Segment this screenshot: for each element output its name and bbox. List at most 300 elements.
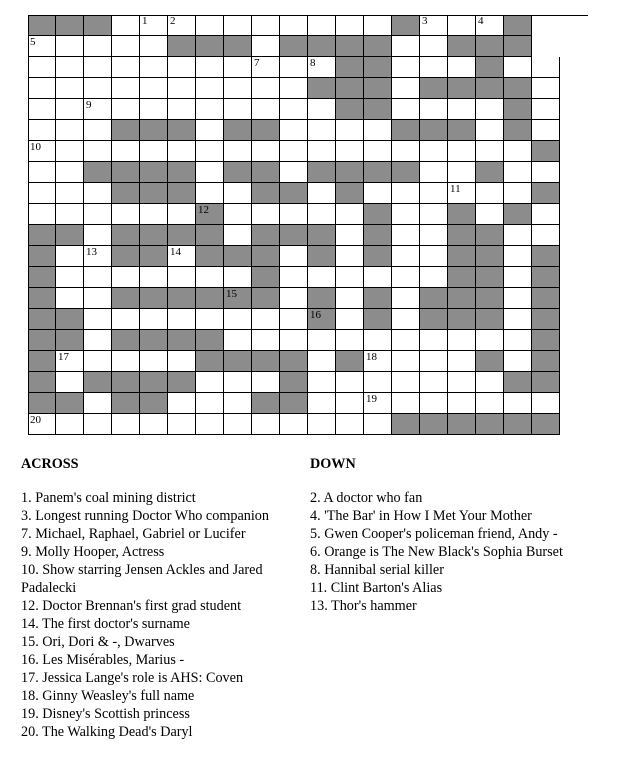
answer-square[interactable] bbox=[420, 372, 448, 393]
black-square bbox=[280, 351, 308, 372]
answer-square[interactable] bbox=[56, 120, 84, 141]
answer-square[interactable] bbox=[504, 351, 532, 372]
black-square bbox=[140, 393, 168, 414]
answer-square[interactable] bbox=[336, 246, 364, 267]
answer-square[interactable] bbox=[280, 99, 308, 120]
answer-square[interactable] bbox=[280, 309, 308, 330]
down-heading: DOWN bbox=[310, 456, 356, 472]
answer-square[interactable] bbox=[28, 141, 56, 162]
answer-square[interactable] bbox=[308, 204, 336, 225]
black-square bbox=[168, 36, 196, 57]
answer-square[interactable] bbox=[252, 309, 280, 330]
answer-square[interactable] bbox=[84, 225, 112, 246]
answer-square[interactable] bbox=[252, 99, 280, 120]
answer-square[interactable] bbox=[336, 15, 364, 36]
black-square bbox=[504, 120, 532, 141]
answer-square[interactable] bbox=[532, 162, 560, 183]
answer-square[interactable] bbox=[364, 267, 392, 288]
answer-square[interactable] bbox=[84, 57, 112, 78]
answer-square[interactable] bbox=[140, 99, 168, 120]
answer-square[interactable] bbox=[56, 246, 84, 267]
answer-square[interactable] bbox=[196, 120, 224, 141]
answer-square[interactable] bbox=[140, 15, 168, 36]
answer-square[interactable] bbox=[168, 351, 196, 372]
answer-square[interactable] bbox=[280, 204, 308, 225]
answer-square[interactable] bbox=[196, 183, 224, 204]
answer-square[interactable] bbox=[364, 351, 392, 372]
answer-square[interactable] bbox=[476, 15, 504, 36]
answer-square[interactable] bbox=[504, 288, 532, 309]
black-square bbox=[504, 36, 532, 57]
answer-square[interactable] bbox=[112, 309, 140, 330]
answer-square[interactable] bbox=[420, 183, 448, 204]
answer-square[interactable] bbox=[308, 141, 336, 162]
answer-square[interactable] bbox=[420, 162, 448, 183]
answer-square[interactable] bbox=[84, 99, 112, 120]
answer-square[interactable] bbox=[448, 162, 476, 183]
answer-square[interactable] bbox=[420, 267, 448, 288]
answer-square[interactable] bbox=[336, 393, 364, 414]
answer-square[interactable] bbox=[420, 393, 448, 414]
black-square bbox=[364, 78, 392, 99]
answer-square[interactable] bbox=[280, 141, 308, 162]
answer-square[interactable] bbox=[364, 330, 392, 351]
answer-square[interactable] bbox=[252, 414, 280, 435]
answer-square[interactable] bbox=[532, 204, 560, 225]
black-square bbox=[112, 288, 140, 309]
answer-square[interactable] bbox=[168, 414, 196, 435]
answer-square[interactable] bbox=[308, 57, 336, 78]
black-square bbox=[168, 372, 196, 393]
answer-square[interactable] bbox=[112, 36, 140, 57]
answer-square[interactable] bbox=[252, 372, 280, 393]
answer-square[interactable] bbox=[420, 36, 448, 57]
answer-square[interactable] bbox=[504, 162, 532, 183]
answer-square[interactable] bbox=[392, 351, 420, 372]
answer-square[interactable] bbox=[448, 57, 476, 78]
black-square bbox=[532, 183, 560, 204]
answer-square[interactable] bbox=[476, 372, 504, 393]
black-square bbox=[224, 288, 252, 309]
answer-square[interactable] bbox=[28, 120, 56, 141]
answer-square[interactable] bbox=[308, 351, 336, 372]
answer-square[interactable] bbox=[392, 183, 420, 204]
answer-square[interactable] bbox=[392, 246, 420, 267]
answer-square[interactable] bbox=[504, 183, 532, 204]
answer-square[interactable] bbox=[364, 372, 392, 393]
answer-square[interactable] bbox=[84, 141, 112, 162]
answer-square[interactable] bbox=[56, 78, 84, 99]
answer-square[interactable] bbox=[336, 225, 364, 246]
black-square bbox=[252, 120, 280, 141]
answer-square[interactable] bbox=[336, 414, 364, 435]
black-square bbox=[364, 246, 392, 267]
black-square bbox=[532, 372, 560, 393]
answer-square[interactable] bbox=[476, 183, 504, 204]
answer-square[interactable] bbox=[224, 225, 252, 246]
black-square bbox=[476, 225, 504, 246]
black-square bbox=[84, 162, 112, 183]
answer-square[interactable] bbox=[392, 78, 420, 99]
answer-square[interactable] bbox=[448, 15, 476, 36]
answer-square[interactable] bbox=[140, 351, 168, 372]
answer-square[interactable] bbox=[308, 330, 336, 351]
answer-square[interactable] bbox=[84, 183, 112, 204]
answer-square[interactable] bbox=[420, 99, 448, 120]
black-square bbox=[364, 309, 392, 330]
answer-square[interactable] bbox=[224, 372, 252, 393]
black-square bbox=[56, 309, 84, 330]
answer-square[interactable] bbox=[420, 225, 448, 246]
answer-square[interactable] bbox=[140, 204, 168, 225]
black-square bbox=[168, 330, 196, 351]
answer-square[interactable] bbox=[280, 288, 308, 309]
black-square bbox=[308, 288, 336, 309]
answer-square[interactable] bbox=[84, 36, 112, 57]
answer-square[interactable] bbox=[336, 141, 364, 162]
answer-square[interactable] bbox=[448, 393, 476, 414]
black-square bbox=[392, 162, 420, 183]
answer-square[interactable] bbox=[336, 267, 364, 288]
answer-square[interactable] bbox=[28, 162, 56, 183]
answer-square[interactable] bbox=[140, 267, 168, 288]
answer-square[interactable] bbox=[56, 351, 84, 372]
clue-number: 16 bbox=[310, 309, 321, 321]
down-clue: 8. Hannibal serial killer bbox=[310, 562, 444, 578]
answer-square[interactable] bbox=[56, 288, 84, 309]
answer-square[interactable] bbox=[56, 183, 84, 204]
answer-square[interactable] bbox=[392, 141, 420, 162]
answer-square[interactable] bbox=[84, 393, 112, 414]
answer-square[interactable] bbox=[336, 288, 364, 309]
answer-square[interactable] bbox=[196, 309, 224, 330]
answer-square[interactable] bbox=[196, 393, 224, 414]
answer-square[interactable] bbox=[168, 99, 196, 120]
answer-square[interactable] bbox=[392, 204, 420, 225]
black-square bbox=[28, 15, 56, 36]
answer-square[interactable] bbox=[476, 99, 504, 120]
answer-square[interactable] bbox=[364, 414, 392, 435]
answer-square[interactable] bbox=[420, 351, 448, 372]
black-square bbox=[112, 120, 140, 141]
answer-square[interactable] bbox=[56, 414, 84, 435]
answer-square[interactable] bbox=[224, 414, 252, 435]
answer-square[interactable] bbox=[392, 309, 420, 330]
black-square bbox=[112, 246, 140, 267]
answer-square[interactable] bbox=[84, 309, 112, 330]
answer-square[interactable] bbox=[448, 351, 476, 372]
black-square bbox=[56, 225, 84, 246]
answer-square[interactable] bbox=[532, 120, 560, 141]
answer-square[interactable] bbox=[448, 183, 476, 204]
answer-square[interactable] bbox=[168, 246, 196, 267]
answer-square[interactable] bbox=[112, 141, 140, 162]
answer-square[interactable] bbox=[168, 78, 196, 99]
answer-square[interactable] bbox=[84, 351, 112, 372]
black-square bbox=[476, 36, 504, 57]
answer-square[interactable] bbox=[308, 99, 336, 120]
answer-square[interactable] bbox=[420, 15, 448, 36]
answer-square[interactable] bbox=[168, 267, 196, 288]
answer-square[interactable] bbox=[308, 120, 336, 141]
answer-square[interactable] bbox=[224, 99, 252, 120]
black-square bbox=[28, 351, 56, 372]
answer-square[interactable] bbox=[224, 267, 252, 288]
black-square bbox=[364, 57, 392, 78]
answer-square[interactable] bbox=[56, 267, 84, 288]
answer-square[interactable] bbox=[364, 120, 392, 141]
answer-square[interactable] bbox=[504, 267, 532, 288]
answer-square[interactable] bbox=[196, 57, 224, 78]
answer-square[interactable] bbox=[84, 204, 112, 225]
answer-square[interactable] bbox=[308, 15, 336, 36]
black-square bbox=[336, 162, 364, 183]
across-clue: 16. Les Misérables, Marius - bbox=[21, 652, 185, 668]
answer-square[interactable] bbox=[392, 57, 420, 78]
black-square bbox=[336, 78, 364, 99]
across-clue: 18. Ginny Weasley's full name bbox=[21, 688, 195, 704]
answer-square[interactable] bbox=[112, 414, 140, 435]
answer-square[interactable] bbox=[392, 99, 420, 120]
answer-square[interactable] bbox=[140, 57, 168, 78]
answer-square[interactable] bbox=[532, 99, 560, 120]
answer-square[interactable] bbox=[140, 141, 168, 162]
answer-square[interactable] bbox=[224, 204, 252, 225]
answer-square[interactable] bbox=[56, 372, 84, 393]
answer-square[interactable] bbox=[196, 372, 224, 393]
black-square bbox=[84, 15, 112, 36]
answer-square[interactable] bbox=[112, 351, 140, 372]
answer-square[interactable] bbox=[420, 57, 448, 78]
answer-square[interactable] bbox=[56, 57, 84, 78]
answer-square[interactable] bbox=[84, 267, 112, 288]
answer-square[interactable] bbox=[532, 57, 560, 78]
answer-square[interactable] bbox=[224, 57, 252, 78]
answer-square[interactable] bbox=[280, 246, 308, 267]
black-square bbox=[364, 288, 392, 309]
answer-square[interactable] bbox=[420, 246, 448, 267]
black-square bbox=[420, 120, 448, 141]
answer-square[interactable] bbox=[252, 78, 280, 99]
answer-square[interactable] bbox=[84, 414, 112, 435]
answer-square[interactable] bbox=[280, 57, 308, 78]
answer-square[interactable] bbox=[224, 309, 252, 330]
answer-square[interactable] bbox=[140, 36, 168, 57]
answer-square[interactable] bbox=[168, 309, 196, 330]
answer-square[interactable] bbox=[308, 372, 336, 393]
answer-square[interactable] bbox=[336, 120, 364, 141]
answer-square[interactable] bbox=[140, 309, 168, 330]
black-square bbox=[168, 120, 196, 141]
answer-square[interactable] bbox=[364, 141, 392, 162]
black-square bbox=[280, 393, 308, 414]
answer-square[interactable] bbox=[532, 225, 560, 246]
answer-square[interactable] bbox=[28, 204, 56, 225]
answer-square[interactable] bbox=[84, 330, 112, 351]
black-square bbox=[364, 99, 392, 120]
answer-square[interactable] bbox=[28, 57, 56, 78]
answer-square[interactable] bbox=[168, 57, 196, 78]
answer-square[interactable] bbox=[308, 393, 336, 414]
across-clue: 3. Longest running Doctor Who companion bbox=[21, 508, 269, 524]
answer-square[interactable] bbox=[168, 393, 196, 414]
answer-square[interactable] bbox=[308, 414, 336, 435]
answer-square[interactable] bbox=[168, 204, 196, 225]
black-square bbox=[364, 36, 392, 57]
black-square bbox=[84, 372, 112, 393]
answer-square[interactable] bbox=[168, 15, 196, 36]
answer-square[interactable] bbox=[196, 99, 224, 120]
answer-square[interactable] bbox=[280, 15, 308, 36]
answer-square[interactable] bbox=[28, 99, 56, 120]
answer-square[interactable] bbox=[504, 393, 532, 414]
answer-square[interactable] bbox=[280, 330, 308, 351]
answer-square[interactable] bbox=[196, 414, 224, 435]
answer-square[interactable] bbox=[56, 99, 84, 120]
answer-square[interactable] bbox=[168, 141, 196, 162]
answer-square[interactable] bbox=[504, 309, 532, 330]
black-square bbox=[280, 225, 308, 246]
answer-square[interactable] bbox=[448, 372, 476, 393]
down-clue: 6. Orange is The New Black's Sophia Burset bbox=[310, 544, 563, 560]
answer-square[interactable] bbox=[420, 204, 448, 225]
answer-square[interactable] bbox=[280, 414, 308, 435]
answer-square[interactable] bbox=[56, 204, 84, 225]
answer-square[interactable] bbox=[112, 99, 140, 120]
answer-square[interactable] bbox=[196, 78, 224, 99]
black-square bbox=[168, 162, 196, 183]
answer-square[interactable] bbox=[252, 330, 280, 351]
answer-square[interactable] bbox=[364, 183, 392, 204]
answer-square[interactable] bbox=[448, 330, 476, 351]
answer-square[interactable] bbox=[224, 141, 252, 162]
answer-square[interactable] bbox=[280, 78, 308, 99]
answer-square[interactable] bbox=[364, 15, 392, 36]
answer-square[interactable] bbox=[224, 78, 252, 99]
clue-number: 14 bbox=[170, 246, 181, 258]
answer-square[interactable] bbox=[252, 141, 280, 162]
answer-square[interactable] bbox=[28, 36, 56, 57]
answer-square[interactable] bbox=[196, 141, 224, 162]
answer-square[interactable] bbox=[336, 330, 364, 351]
answer-square[interactable] bbox=[476, 204, 504, 225]
answer-square[interactable] bbox=[476, 120, 504, 141]
answer-square[interactable] bbox=[392, 288, 420, 309]
black-square bbox=[364, 162, 392, 183]
black-square bbox=[112, 183, 140, 204]
answer-square[interactable] bbox=[532, 78, 560, 99]
answer-square[interactable] bbox=[336, 204, 364, 225]
answer-square[interactable] bbox=[140, 78, 168, 99]
answer-square[interactable] bbox=[476, 330, 504, 351]
answer-square[interactable] bbox=[112, 57, 140, 78]
answer-square[interactable] bbox=[56, 141, 84, 162]
answer-square[interactable] bbox=[392, 330, 420, 351]
answer-square[interactable] bbox=[280, 162, 308, 183]
answer-square[interactable] bbox=[112, 78, 140, 99]
answer-square[interactable] bbox=[224, 393, 252, 414]
answer-square[interactable] bbox=[224, 330, 252, 351]
black-square bbox=[196, 225, 224, 246]
answer-square[interactable] bbox=[252, 57, 280, 78]
answer-square[interactable] bbox=[28, 183, 56, 204]
answer-square[interactable] bbox=[336, 309, 364, 330]
answer-square[interactable] bbox=[392, 393, 420, 414]
answer-square[interactable] bbox=[224, 183, 252, 204]
answer-square[interactable] bbox=[112, 267, 140, 288]
black-square bbox=[196, 351, 224, 372]
answer-square[interactable] bbox=[392, 372, 420, 393]
answer-square[interactable] bbox=[112, 15, 140, 36]
black-square bbox=[196, 288, 224, 309]
clue-number: 9 bbox=[86, 99, 92, 111]
across-clue: 17. Jessica Lange's role is AHS: Coven bbox=[21, 670, 244, 686]
answer-square[interactable] bbox=[84, 120, 112, 141]
answer-square[interactable] bbox=[504, 225, 532, 246]
black-square bbox=[420, 414, 448, 435]
answer-square[interactable] bbox=[364, 393, 392, 414]
black-square bbox=[504, 204, 532, 225]
black-square bbox=[504, 414, 532, 435]
answer-square[interactable] bbox=[280, 267, 308, 288]
answer-square[interactable] bbox=[476, 141, 504, 162]
answer-square[interactable] bbox=[84, 78, 112, 99]
down-clue: 11. Clint Barton's Alias bbox=[310, 580, 443, 596]
answer-square[interactable] bbox=[532, 393, 560, 414]
answer-square[interactable] bbox=[196, 162, 224, 183]
answer-square[interactable] bbox=[28, 414, 56, 435]
answer-square[interactable] bbox=[336, 372, 364, 393]
answer-square[interactable] bbox=[84, 246, 112, 267]
answer-square[interactable] bbox=[504, 330, 532, 351]
answer-square[interactable] bbox=[252, 36, 280, 57]
answer-square[interactable] bbox=[420, 141, 448, 162]
answer-square[interactable] bbox=[504, 246, 532, 267]
black-square bbox=[168, 225, 196, 246]
answer-square[interactable] bbox=[196, 15, 224, 36]
answer-square[interactable] bbox=[280, 120, 308, 141]
answer-square[interactable] bbox=[420, 330, 448, 351]
black-square bbox=[168, 288, 196, 309]
answer-square[interactable] bbox=[504, 57, 532, 78]
answer-square[interactable] bbox=[252, 15, 280, 36]
down-clue: 5. Gwen Cooper's policeman friend, Andy - bbox=[310, 526, 558, 542]
answer-square[interactable] bbox=[140, 414, 168, 435]
answer-square[interactable] bbox=[308, 183, 336, 204]
black-square bbox=[448, 288, 476, 309]
clue-number: 18 bbox=[366, 351, 377, 363]
answer-square[interactable] bbox=[392, 225, 420, 246]
answer-square[interactable] bbox=[84, 288, 112, 309]
answer-square[interactable] bbox=[392, 36, 420, 57]
answer-square[interactable] bbox=[112, 204, 140, 225]
answer-square[interactable] bbox=[224, 15, 252, 36]
answer-square[interactable] bbox=[448, 141, 476, 162]
answer-square[interactable] bbox=[476, 393, 504, 414]
answer-square[interactable] bbox=[392, 267, 420, 288]
answer-square[interactable] bbox=[56, 36, 84, 57]
answer-square[interactable] bbox=[28, 78, 56, 99]
answer-square[interactable] bbox=[504, 141, 532, 162]
answer-square[interactable] bbox=[56, 162, 84, 183]
answer-square[interactable] bbox=[308, 267, 336, 288]
black-square bbox=[140, 183, 168, 204]
answer-square[interactable] bbox=[252, 204, 280, 225]
answer-square[interactable] bbox=[196, 267, 224, 288]
across-clue: 20. The Walking Dead's Daryl bbox=[21, 724, 193, 740]
answer-square[interactable] bbox=[448, 99, 476, 120]
black-square bbox=[392, 15, 420, 36]
